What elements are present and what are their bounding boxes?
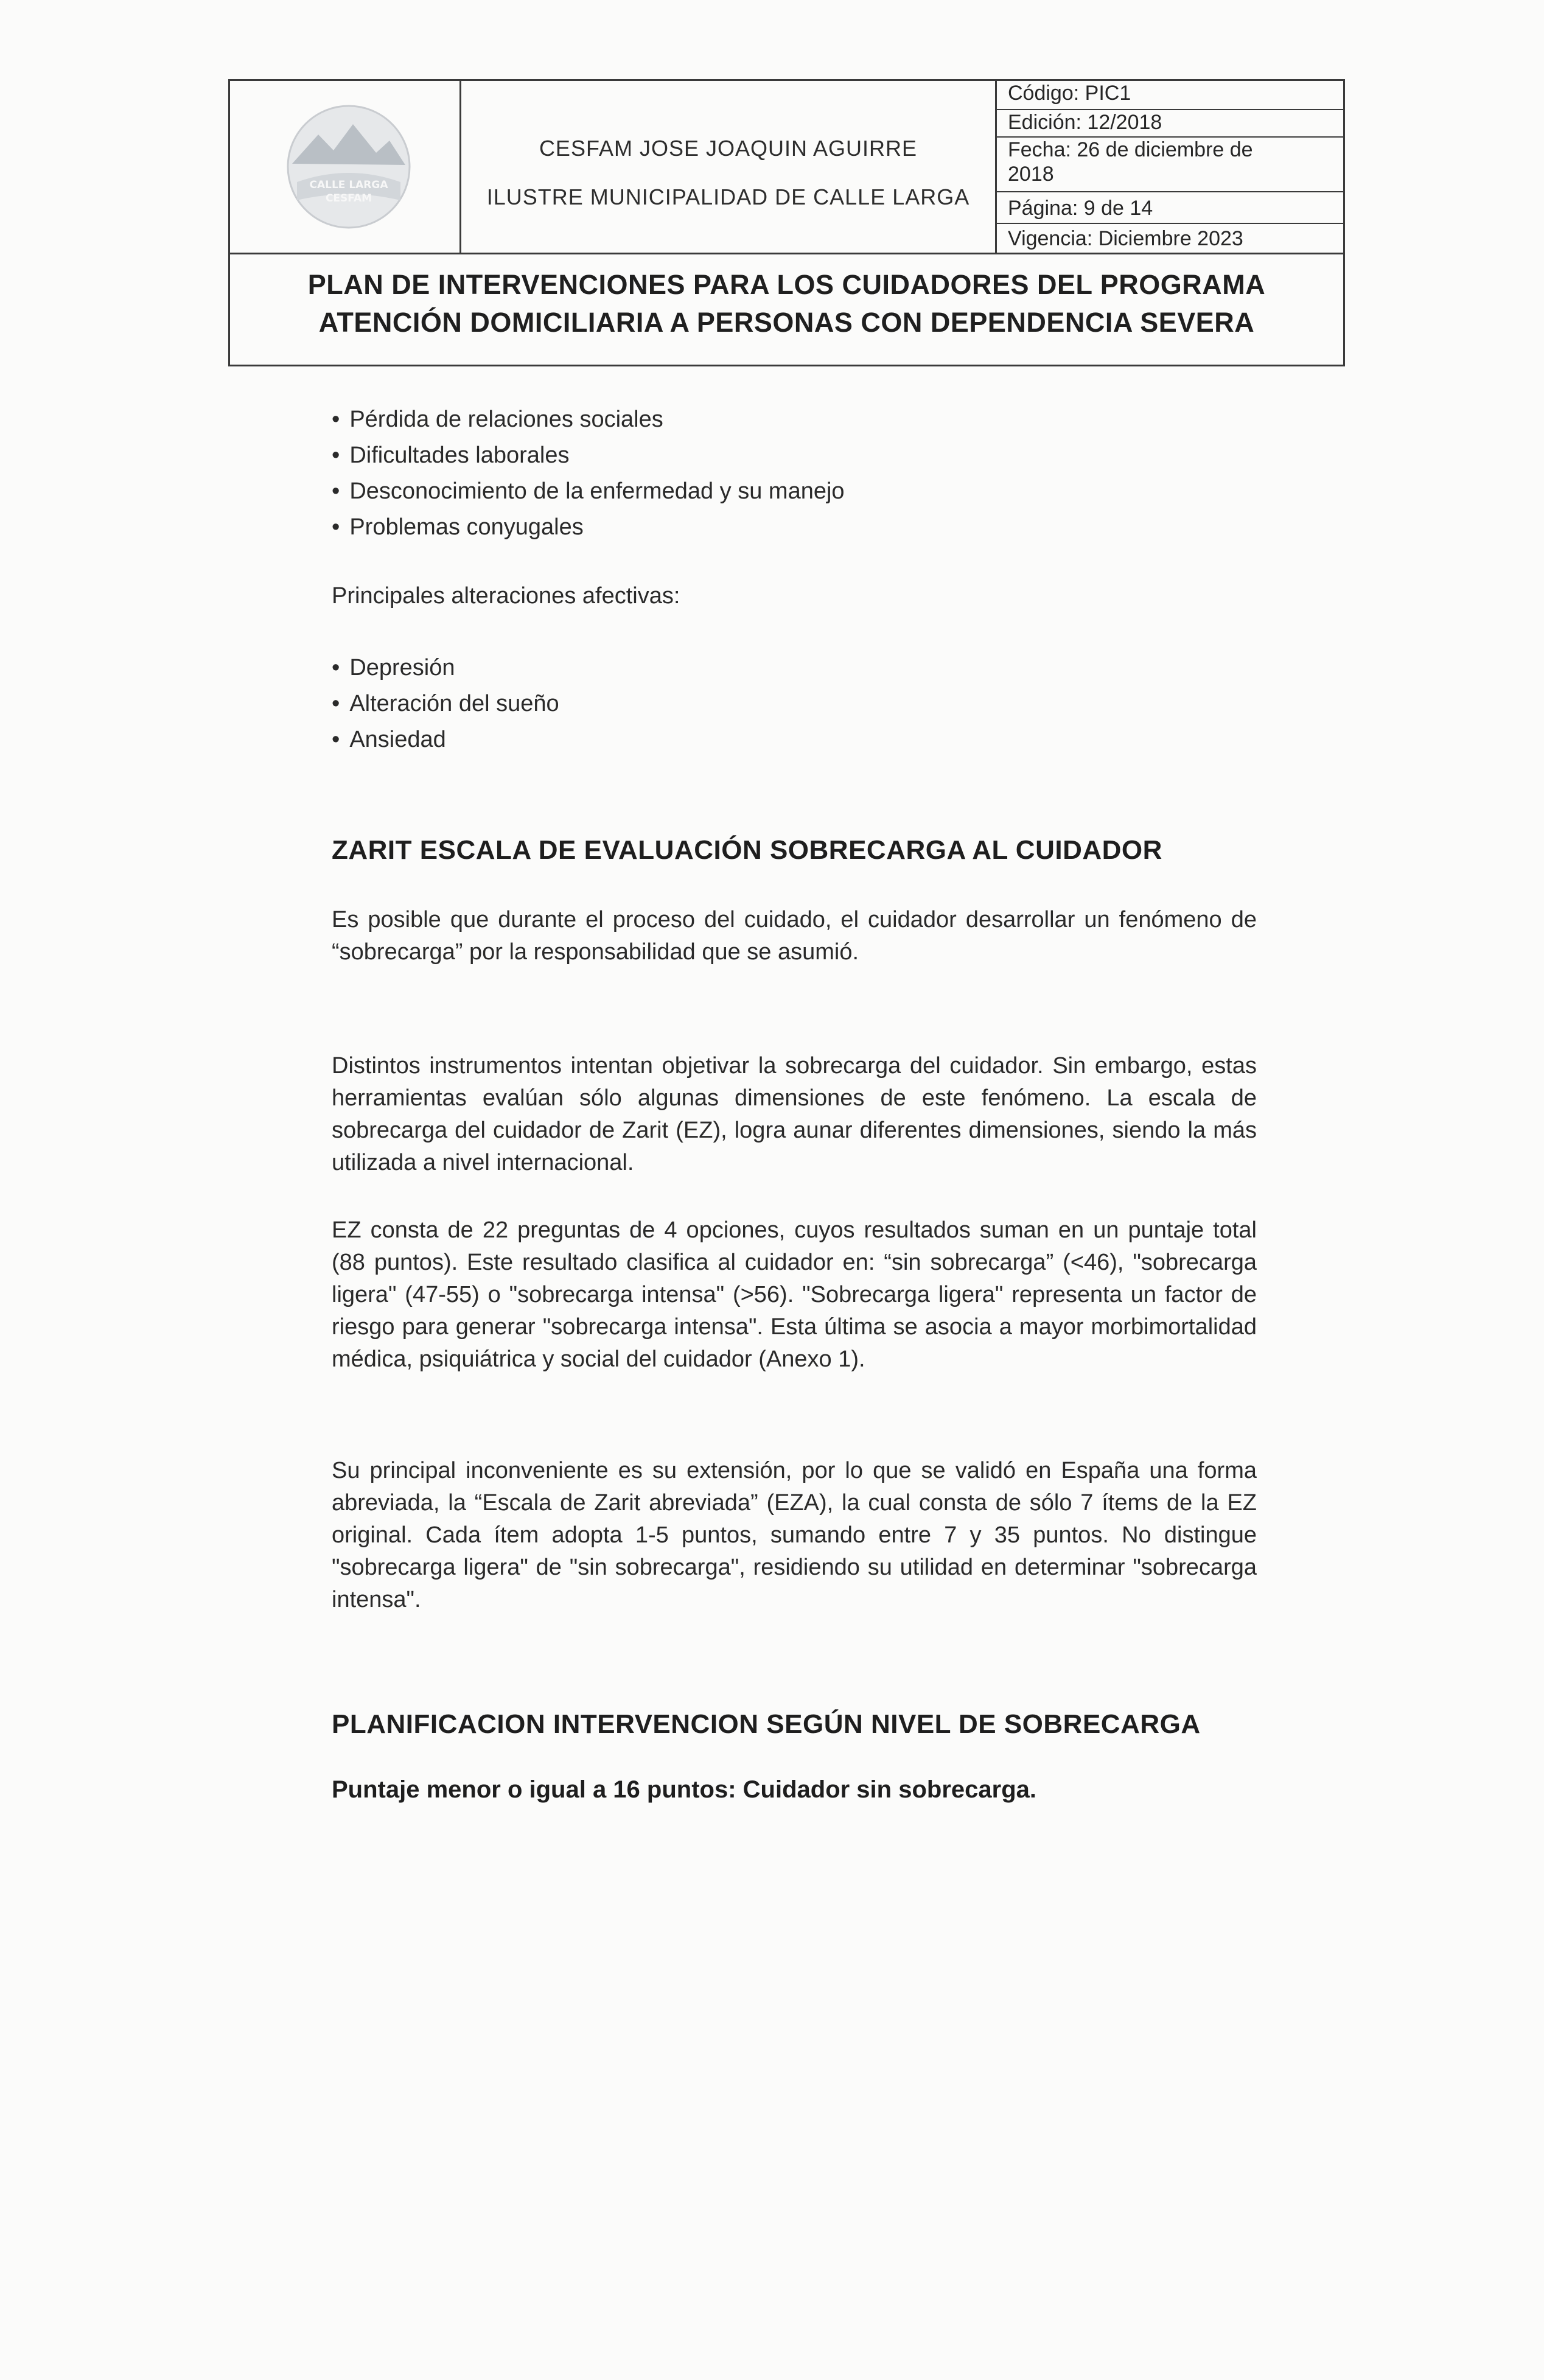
meta-pagina: Página: 9 de 14 [997, 192, 1343, 224]
meta-edicion: Edición: 12/2018 [997, 110, 1343, 138]
document-meta [997, 81, 1343, 253]
list-item: • Desconocimiento de la enfermedad y su manejo [332, 474, 845, 509]
municipality-name: ILUSTRE MUNICIPALIDAD DE CALLE LARGA [486, 184, 970, 209]
organization-cell [461, 81, 997, 253]
document-title [230, 253, 1343, 368]
meta-fecha-line-2: 2018 [1008, 163, 1054, 186]
list-item: • Dificultades laborales [332, 438, 845, 474]
org-name: CESFAM JOSE JOAQUIN AGUIRRE [539, 136, 918, 161]
score-threshold-line: Puntaje menor o igual a 16 puntos: Cuidador sin sobrecarga. [332, 1776, 1036, 1803]
list-item: • Problemas conyugales [332, 509, 845, 545]
paragraph-instruments: Distintos instrumentos intentan objetivar la sobrecarga del cuidador. Sin embargo, estas herramientas evalúan sólo algunas dimensiones de este fenómeno. La escala de sobrecarga del cuidador de Zarit (EZ), logra aunar diferentes dimensiones, siendo la más utilizada a nivel internacional. [332, 1053, 1257, 1175]
meta-fecha [997, 138, 1343, 192]
logo-cell [230, 81, 461, 253]
document-header [228, 79, 1345, 366]
document-title-line-2: ATENCIÓN DOMICILIARIA A PERSONAS CON DEPENDENCIA SEVERA [318, 307, 1255, 338]
cesfam-logo [285, 97, 413, 237]
logo-text-line-2: CESFAM [325, 192, 372, 205]
document-title-line-1: PLAN DE INTERVENCIONES PARA LOS CUIDADORES DEL PROGRAMA [307, 269, 1266, 300]
logo-text-line-1: CALLE LARGA [309, 179, 388, 191]
list-item: • Pérdida de relaciones sociales [332, 402, 845, 438]
list-item: • Depresión [332, 650, 559, 686]
header-top-row [230, 81, 1343, 254]
paragraph-overload: Es posible que durante el proceso del cuidado, el cuidador desarrollar un fenómeno de “sobrecarga” por la responsabilidad que se asumió. [332, 907, 1257, 965]
paragraph-eza-scale: Su principal inconveniente es su extensión, por lo que se validó en España una forma abreviada, la “Escala de Zarit abreviada” (EZA), la cual consta de sólo 7 ítems de la EZ original. Cada ítem adopta 1-5 puntos, sumando entre 7 y 35 puntos. No distingue "sobrecarga ligera" de "sin sobrecarga", residiendo su utilidad en determinar "sobrecarga intensa". [332, 1458, 1257, 1612]
zarit-section-title: ZARIT ESCALA DE EVALUACIÓN SOBRECARGA AL CUIDADOR [332, 835, 1162, 865]
meta-vigencia: Vigencia: Diciembre 2023 [1008, 227, 1243, 250]
planning-section-title: PLANIFICACION INTERVENCION SEGÚN NIVEL DE SOBRECARGA [332, 1709, 1201, 1739]
bullet-list-affective [332, 650, 559, 758]
list-item: • Ansiedad [332, 722, 559, 758]
meta-codigo: Código: PIC1 [997, 81, 1343, 110]
list-item: • Alteración del sueño [332, 686, 559, 722]
meta-fecha-line-1: Fecha: 26 de diciembre de [1008, 138, 1253, 161]
paragraph-ez-scale: EZ consta de 22 preguntas de 4 opciones, cuyos resultados suman en un puntaje total (88 puntos). Este resultado clasifica al cuidador en: “sin sobrecarga” (<46), "sobrecarga ligera" (47-55) o "sobrecarga intensa" (>56). "Sobrecarga ligera" representa un factor de riesgo para generar "sobrecarga intensa". Esta última se asocia a mayor morbimortalidad médica, psiquiátrica y social del cuidador (Anexo 1). [332, 1217, 1257, 1372]
bullet-list-consequences [332, 402, 845, 545]
affective-heading: Principales alteraciones afectivas: [332, 583, 680, 609]
